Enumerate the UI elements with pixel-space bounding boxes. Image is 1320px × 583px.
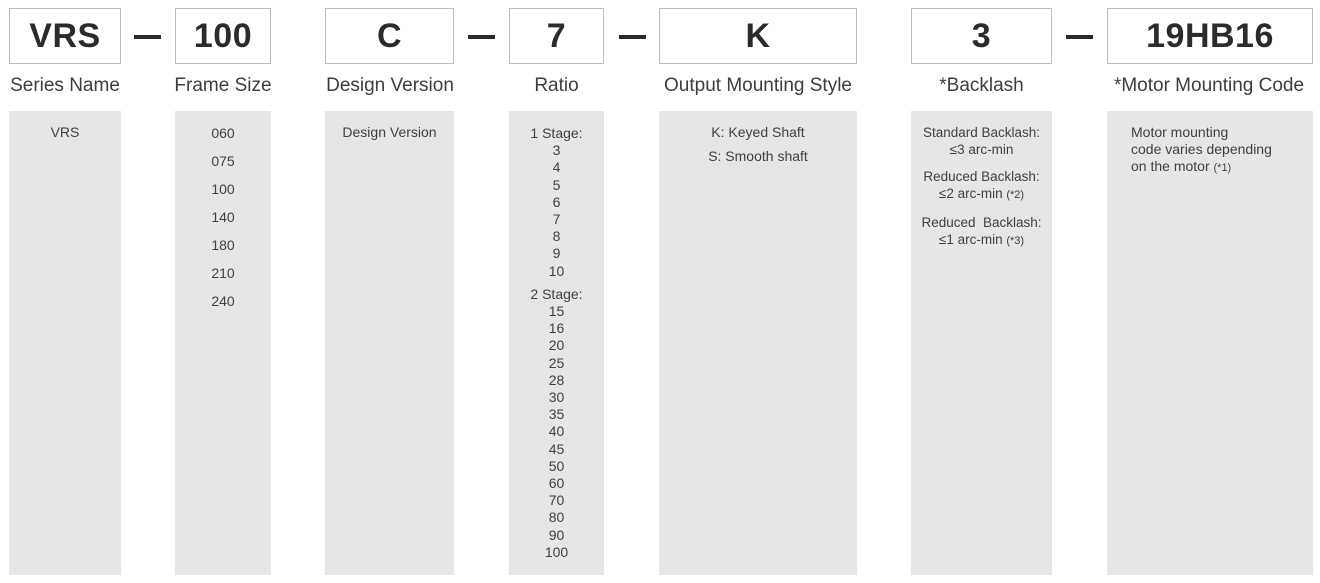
design-code-box (325, 8, 454, 64)
motor-code: 19HB16 (1146, 16, 1274, 55)
design-caption: Design Version (326, 75, 454, 96)
footnote-ref: (*1) (1213, 162, 1232, 174)
frame-size-option: 060 (211, 125, 235, 141)
ratio-option: 25 (548, 354, 565, 371)
motor-panel (1107, 111, 1313, 575)
ratio-option: 45 (548, 440, 565, 457)
frame-size-option: 240 (211, 293, 235, 309)
series-option: VRS (50, 124, 80, 140)
ratio-option: 9 (552, 245, 561, 262)
ratio-code: 7 (546, 16, 567, 55)
backlash-option (911, 124, 1052, 158)
ratio-option: 8 (552, 228, 561, 245)
motor-text-line: Motor mounting (1131, 124, 1229, 140)
ratio-option: 15 (548, 303, 565, 320)
ratio-option: 4 (552, 159, 561, 176)
output-option: S: Smooth shaft (708, 148, 808, 164)
ratio-option: 60 (548, 475, 565, 492)
design-code: C (376, 16, 403, 55)
ratio-option: 90 (548, 526, 565, 543)
frame-size-option: 210 (211, 265, 235, 281)
ratio-option: 7 (552, 211, 561, 228)
backlash-title: Reduced Backlash: (923, 169, 1040, 184)
backlash-code: 3 (971, 16, 992, 55)
series-code: VRS (29, 16, 101, 55)
ratio-option: 10 (548, 262, 565, 279)
backlash-value-text: ≤3 arc-min (949, 142, 1014, 157)
separator-dash (468, 35, 495, 39)
motor-caption: *Motor Mounting Code (1113, 75, 1305, 96)
backlash-value-text: ≤2 arc-min (938, 186, 1003, 201)
ratio-code-box (509, 8, 604, 64)
output-code-box (659, 8, 857, 64)
series-caption: Series Name (10, 75, 120, 96)
output-code: K (745, 16, 771, 55)
ratio-option: 28 (548, 371, 565, 388)
frame-size-panel (175, 111, 271, 575)
output-caption: Output Mounting Style (664, 75, 852, 96)
separator-dash (619, 35, 646, 39)
backlash-option (911, 214, 1052, 250)
footnote-ref: (*2) (1006, 189, 1025, 201)
series-code-box (9, 8, 121, 64)
ratio-option: 70 (548, 492, 565, 509)
output-panel (659, 111, 857, 575)
backlash-value (911, 141, 1052, 158)
stage2-label: 2 Stage: (530, 285, 583, 302)
ratio-option: 50 (548, 457, 565, 474)
frame-size-option: 100 (211, 181, 235, 197)
ratio-caption: Ratio (534, 75, 579, 96)
backlash-value (911, 231, 1052, 250)
ratio-option: 100 (544, 543, 569, 560)
backlash-value-text: ≤1 arc-min (938, 232, 1003, 247)
ratio-option: 30 (548, 389, 565, 406)
ratio-option: 16 (548, 320, 565, 337)
separator-dash (134, 35, 161, 39)
backlash-title: Standard Backlash: (922, 125, 1041, 140)
backlash-caption: *Backlash (939, 75, 1024, 96)
footnote-ref: (*3) (1006, 235, 1025, 247)
frame-size-option: 140 (211, 209, 235, 225)
design-option: Design Version (342, 124, 437, 140)
ratio-option: 3 (552, 142, 561, 159)
design-panel (325, 111, 454, 575)
frame-code-box (175, 8, 271, 64)
ratio-option: 80 (548, 509, 565, 526)
motor-text-line (1131, 158, 1313, 177)
backlash-value (911, 185, 1052, 204)
motor-text-line: code varies depending (1131, 141, 1272, 157)
motor-code-box (1107, 8, 1313, 64)
backlash-panel (911, 111, 1052, 575)
separator-dash (1066, 35, 1093, 39)
ratio-option: 20 (548, 337, 565, 354)
frame-size-option: 180 (211, 237, 235, 253)
frame-caption: Frame Size (174, 75, 272, 96)
backlash-option (911, 168, 1052, 204)
frame-code: 100 (193, 16, 253, 55)
backlash-title: Reduced Backlash: (921, 215, 1042, 230)
motor-text: on the motor (1131, 158, 1210, 174)
ratio-panel (509, 111, 604, 575)
ratio-option: 5 (552, 176, 561, 193)
stage1-label: 1 Stage: (530, 125, 583, 141)
series-panel (9, 111, 121, 575)
ratio-option: 6 (552, 193, 561, 210)
backlash-code-box (911, 8, 1052, 64)
ratio-option: 35 (548, 406, 565, 423)
output-option: K: Keyed Shaft (711, 124, 805, 140)
frame-size-option: 075 (211, 153, 235, 169)
ratio-option: 40 (548, 423, 565, 440)
